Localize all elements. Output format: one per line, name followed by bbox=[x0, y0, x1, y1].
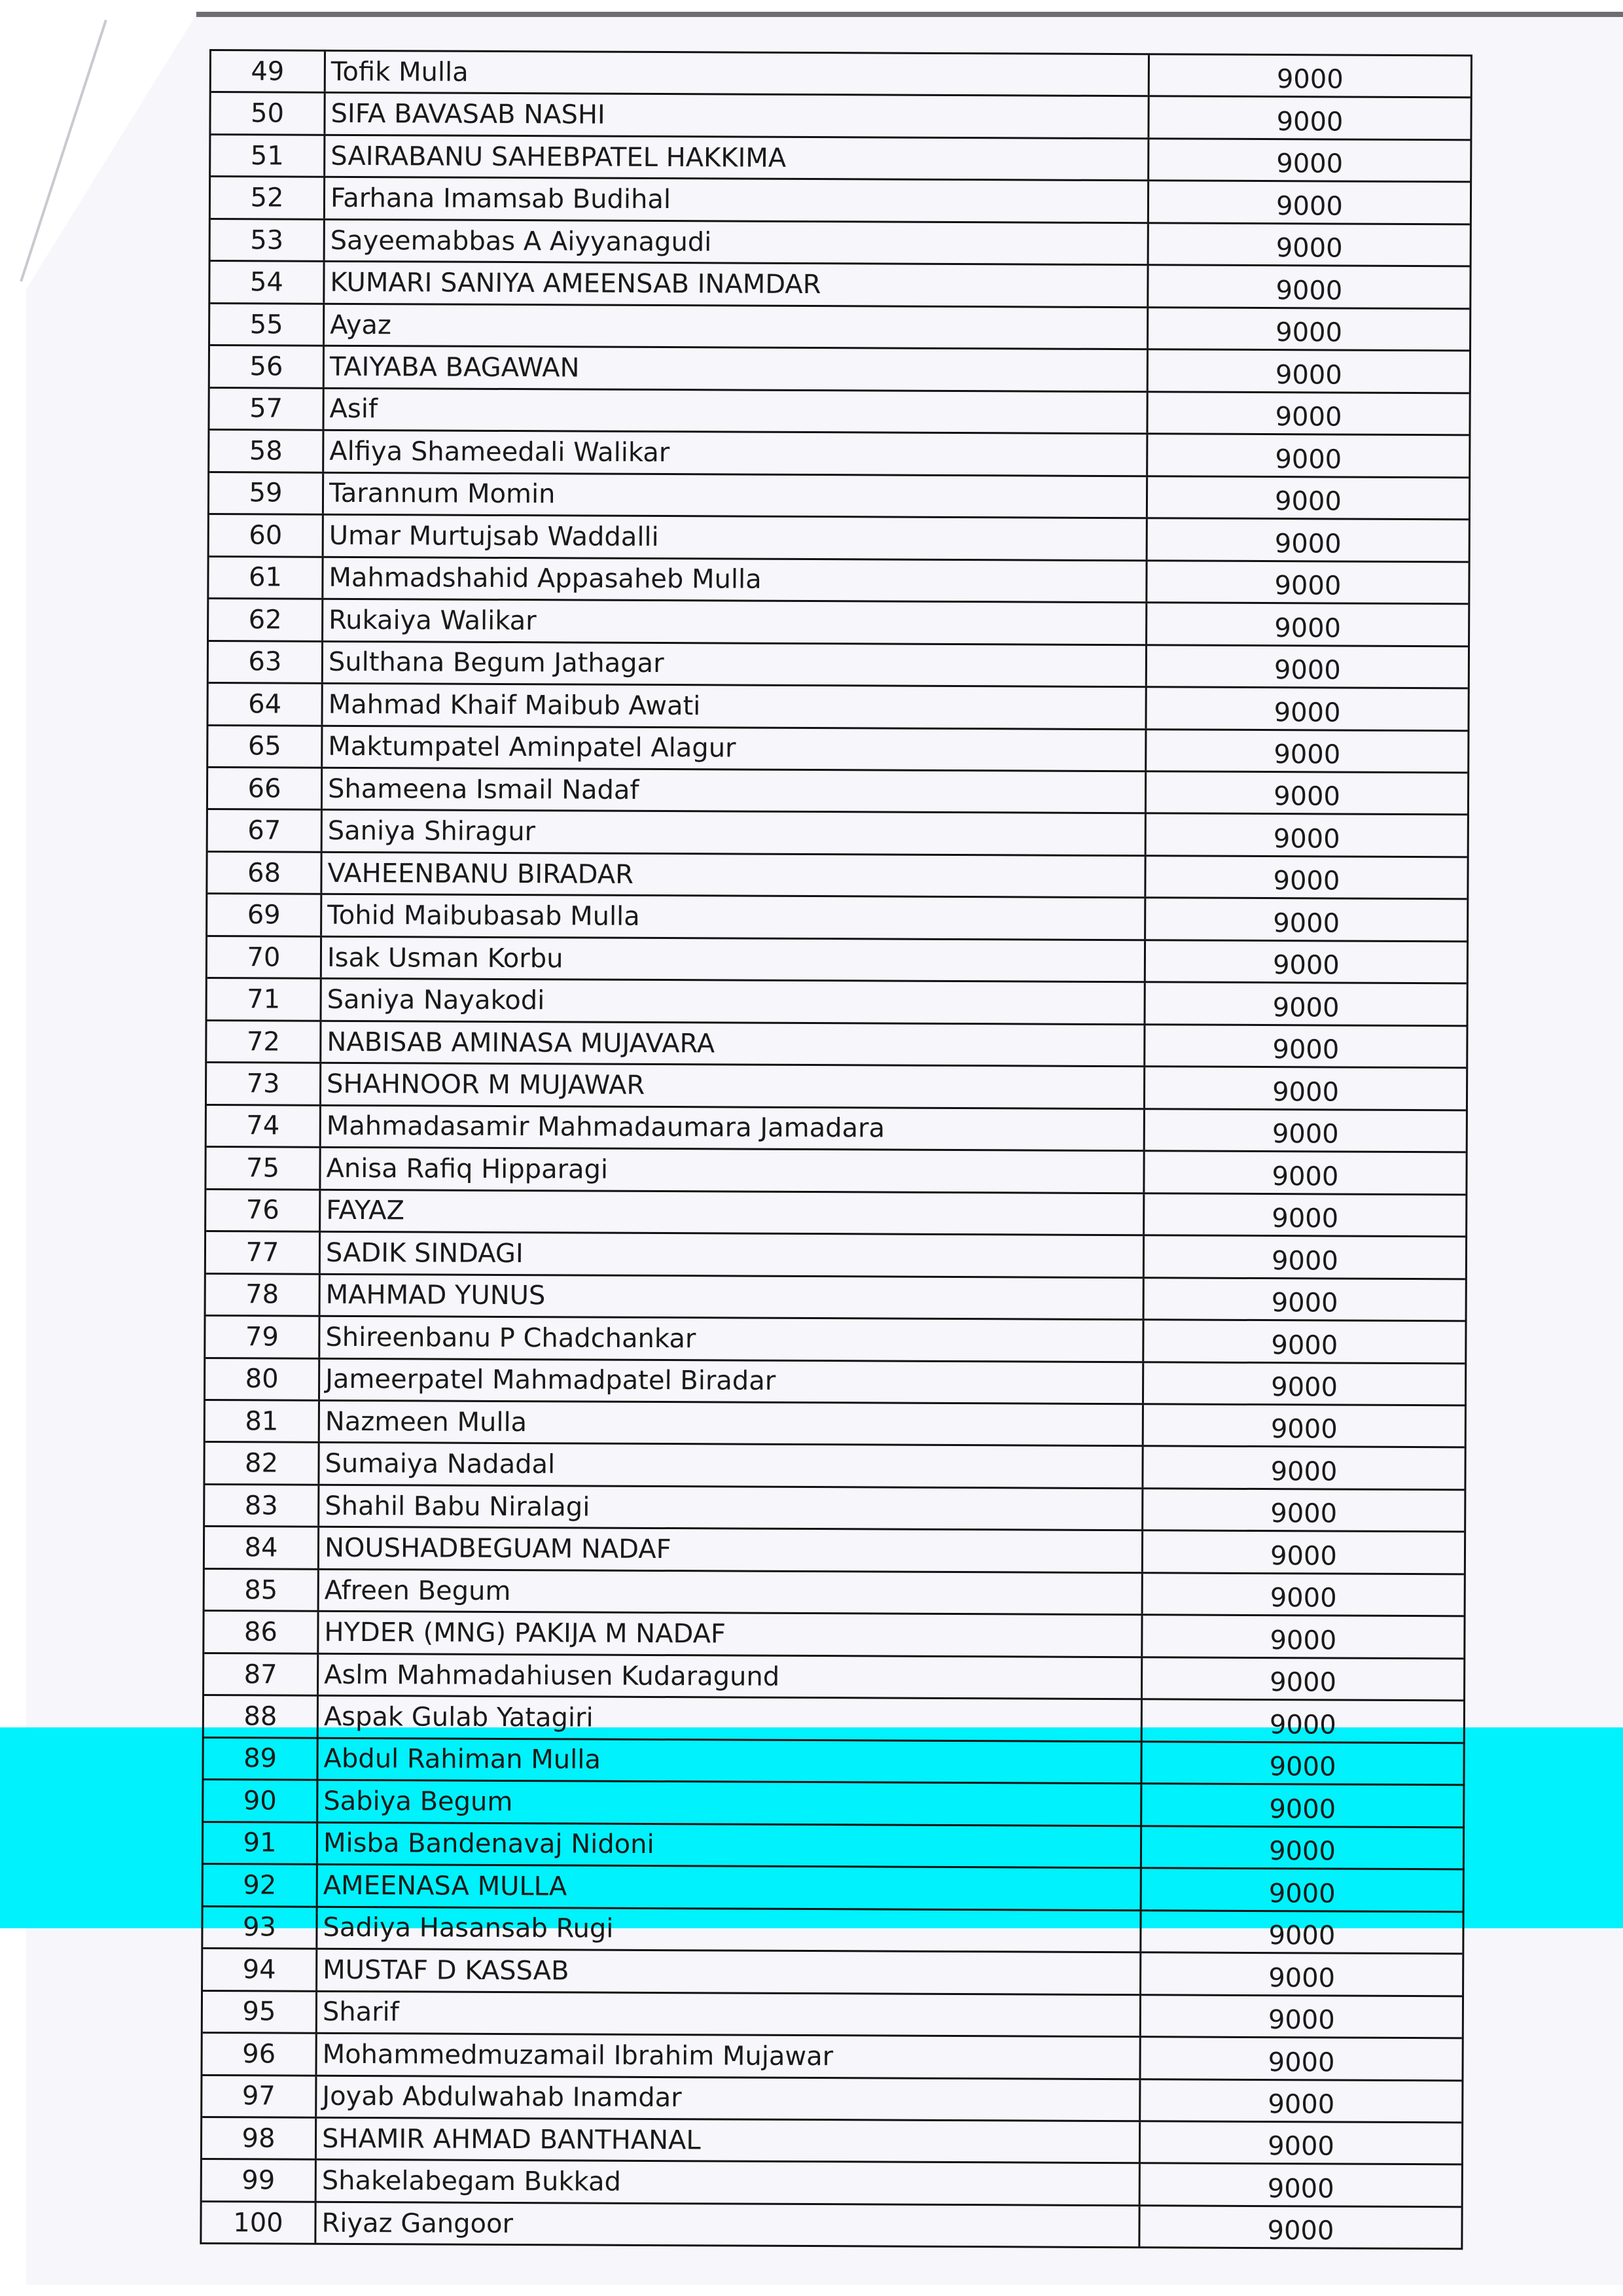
amount-cell: 9000 bbox=[1271, 1288, 1338, 1318]
serial-number-cell: 67 bbox=[208, 810, 323, 851]
serial-number-cell: 94 bbox=[203, 1949, 317, 1990]
name-cell: KUMARI SANIYA AMEENSAB INAMDAR bbox=[325, 262, 1149, 306]
table-row bbox=[205, 1570, 1464, 1617]
amount-cell: 9000 bbox=[1269, 1793, 1336, 1825]
serial-number-cell: 54 bbox=[210, 262, 325, 302]
name-cell: Isak Usman Korbu bbox=[322, 938, 1146, 981]
amount-cell: 9000 bbox=[1276, 149, 1344, 179]
name-cell: Sayeemabbas A Aiyyanagudi bbox=[325, 221, 1149, 264]
table-row bbox=[204, 1739, 1463, 1786]
table-row bbox=[206, 1232, 1465, 1280]
name-cell: Sharif bbox=[317, 1992, 1141, 2036]
table-row bbox=[209, 473, 1469, 521]
name-cell: Tohid Maibubasab Mulla bbox=[322, 895, 1146, 939]
table-row bbox=[205, 1527, 1464, 1575]
serial-number-cell: 64 bbox=[208, 684, 323, 724]
table-row bbox=[210, 346, 1469, 394]
amount-cell: 9000 bbox=[1271, 1372, 1338, 1403]
table-row bbox=[202, 2118, 1461, 2166]
amount-cell: 9000 bbox=[1267, 2173, 1334, 2204]
name-cell: Asif bbox=[324, 389, 1148, 433]
table-row bbox=[206, 1190, 1465, 1238]
table-row bbox=[205, 1443, 1464, 1491]
serial-number-cell: 88 bbox=[204, 1696, 319, 1737]
serial-number-cell: 92 bbox=[204, 1865, 318, 1905]
table-row bbox=[202, 2034, 1461, 2081]
amount-cell: 9000 bbox=[1275, 317, 1343, 348]
name-cell: Shakelabegam Bukkad bbox=[317, 2161, 1141, 2204]
name-cell: Aspak Gulab Yatagiri bbox=[319, 1697, 1143, 1740]
table-row bbox=[202, 2160, 1461, 2208]
amount-cell: 9000 bbox=[1270, 1498, 1338, 1529]
table-row bbox=[203, 1907, 1462, 1955]
name-cell: NABISAB AMINASA MUJAVARA bbox=[321, 1022, 1145, 1066]
amount-cell: 9000 bbox=[1275, 190, 1343, 222]
serial-number-cell: 59 bbox=[209, 473, 324, 514]
serial-number-cell: 61 bbox=[209, 557, 323, 598]
table-row bbox=[206, 1148, 1465, 1195]
amount-cell: 9000 bbox=[1269, 1709, 1336, 1740]
name-cell: Shireenbanu P Chadchankar bbox=[320, 1317, 1144, 1361]
amount-cell: 9000 bbox=[1272, 992, 1340, 1023]
serial-number-cell: 87 bbox=[204, 1654, 319, 1695]
name-cell: Alfiya Shameedali Walikar bbox=[324, 431, 1148, 475]
name-cell: HYDER (MNG) PAKIJA M NADAF bbox=[319, 1612, 1143, 1656]
table-row bbox=[209, 557, 1468, 605]
name-cell: SADIK SINDAGI bbox=[321, 1233, 1145, 1277]
table-row bbox=[208, 684, 1467, 732]
serial-number-cell: 97 bbox=[202, 2075, 317, 2116]
serial-number-cell: 52 bbox=[211, 177, 325, 218]
table-row bbox=[205, 1316, 1465, 1364]
serial-number-cell: 62 bbox=[209, 599, 323, 640]
name-cell: Farhana Imamsab Budihal bbox=[325, 178, 1149, 222]
name-cell: Rukaiya Walikar bbox=[323, 600, 1147, 644]
serial-number-cell: 80 bbox=[205, 1359, 320, 1400]
name-cell: Tofik Mulla bbox=[326, 52, 1150, 96]
serial-number-cell: 72 bbox=[207, 1021, 321, 1062]
amount-cell: 9000 bbox=[1268, 2131, 1335, 2162]
name-cell: SAIRABANU SAHEBPATEL HAKKIMA bbox=[325, 136, 1149, 180]
name-cell: MAHMAD YUNUS bbox=[321, 1275, 1145, 1318]
amount-cell: 9000 bbox=[1270, 1414, 1338, 1445]
table-row bbox=[209, 515, 1469, 563]
table-row bbox=[207, 1063, 1466, 1111]
table-row bbox=[207, 937, 1467, 985]
serial-number-cell: 86 bbox=[204, 1612, 319, 1652]
table-row bbox=[211, 51, 1471, 99]
serial-number-cell: 70 bbox=[207, 937, 322, 978]
amount-cell: 9000 bbox=[1274, 781, 1341, 812]
name-cell: Shameena Ismail Nadaf bbox=[323, 769, 1147, 813]
name-cell: Sulthana Begum Jathagar bbox=[323, 642, 1147, 686]
amount-cell: 9000 bbox=[1271, 1245, 1338, 1277]
name-cell: Abdul Rahiman Mulla bbox=[318, 1739, 1142, 1783]
name-cell: Mohammedmuzamail Ibrahim Mujawar bbox=[317, 2034, 1141, 2078]
table-row bbox=[208, 810, 1467, 858]
serial-number-cell: 81 bbox=[205, 1401, 320, 1441]
serial-number-cell: 85 bbox=[205, 1570, 319, 1610]
table-row bbox=[207, 1021, 1466, 1069]
name-cell: Saniya Shiragur bbox=[323, 811, 1147, 855]
name-cell: TAIYABA BAGAWAN bbox=[325, 347, 1149, 391]
amount-cell: 9000 bbox=[1275, 444, 1342, 475]
table-row bbox=[206, 1275, 1465, 1322]
table-row bbox=[205, 1401, 1465, 1449]
serial-number-cell: 53 bbox=[211, 220, 325, 260]
name-cell: SHAHNOOR M MUJAWAR bbox=[321, 1064, 1145, 1108]
amount-cell: 9000 bbox=[1274, 528, 1342, 559]
table-row bbox=[211, 135, 1470, 183]
amount-cell: 9000 bbox=[1270, 1625, 1337, 1656]
amount-cell: 9000 bbox=[1270, 1583, 1337, 1614]
name-cell: SIFA BAVASAB NASHI bbox=[325, 94, 1149, 137]
name-cell: SHAMIR AHMAD BANTHANAL bbox=[317, 2119, 1141, 2163]
amount-cell: 9000 bbox=[1268, 1962, 1336, 1994]
name-cell: Umar Murtujsab Waddalli bbox=[324, 516, 1148, 559]
name-cell: NOUSHADBEGUAM NADAF bbox=[319, 1528, 1143, 1572]
amount-cell: 9000 bbox=[1272, 1034, 1340, 1065]
amount-cell: 9000 bbox=[1274, 486, 1342, 517]
table-row bbox=[207, 979, 1467, 1027]
table-row bbox=[204, 1696, 1463, 1744]
amount-cell: 9000 bbox=[1267, 2216, 1334, 2246]
table-row bbox=[204, 1780, 1463, 1828]
name-cell: Sabiya Begum bbox=[318, 1781, 1142, 1825]
table-row bbox=[209, 599, 1468, 647]
amount-cell: 9000 bbox=[1268, 2005, 1335, 2036]
serial-number-cell: 76 bbox=[206, 1190, 321, 1231]
amount-cell: 9000 bbox=[1274, 571, 1342, 601]
name-cell: Misba Bandenavaj Nidoni bbox=[318, 1823, 1142, 1867]
serial-number-cell: 56 bbox=[210, 346, 325, 387]
table-row bbox=[203, 1949, 1462, 1997]
table-row bbox=[211, 177, 1470, 225]
serial-number-cell: 57 bbox=[209, 389, 324, 429]
amount-cell: 9000 bbox=[1274, 612, 1342, 644]
amount-cell: 9000 bbox=[1272, 1076, 1340, 1108]
table-row bbox=[207, 853, 1467, 900]
name-cell: Mahmadasamir Mahmadaumara Jamadara bbox=[321, 1106, 1145, 1150]
serial-number-cell: 96 bbox=[202, 2034, 317, 2074]
amount-cell: 9000 bbox=[1272, 1203, 1339, 1234]
serial-number-cell: 55 bbox=[210, 304, 325, 345]
serial-number-cell: 51 bbox=[211, 135, 325, 176]
serial-number-cell: 75 bbox=[206, 1148, 321, 1188]
amount-cell: 9000 bbox=[1274, 655, 1341, 686]
table-row bbox=[204, 1654, 1463, 1702]
amount-cell: 9000 bbox=[1273, 866, 1340, 896]
amount-cell: 9000 bbox=[1270, 1457, 1338, 1487]
amount-cell: 9000 bbox=[1268, 2089, 1335, 2120]
amount-cell: 9000 bbox=[1273, 824, 1340, 855]
name-cell: Nazmeen Mulla bbox=[320, 1402, 1144, 1445]
table-row bbox=[207, 1106, 1466, 1154]
amount-cell: 9000 bbox=[1274, 739, 1341, 770]
serial-number-cell: 71 bbox=[207, 979, 322, 1019]
name-cell: Saniya Nayakodi bbox=[322, 980, 1146, 1023]
serial-number-cell: 58 bbox=[209, 431, 324, 471]
serial-number-cell: 90 bbox=[204, 1780, 318, 1821]
name-cell: Aslm Mahmadahiusen Kudaragund bbox=[319, 1655, 1143, 1699]
name-cell: MUSTAF D KASSAB bbox=[317, 1950, 1141, 1994]
amount-cell: 9000 bbox=[1272, 950, 1340, 981]
serial-number-cell: 89 bbox=[204, 1739, 318, 1779]
name-cell: Afreen Begum bbox=[319, 1570, 1143, 1614]
serial-number-cell: 77 bbox=[206, 1232, 321, 1273]
amount-cell: 9000 bbox=[1268, 1836, 1336, 1867]
name-cell: FAYAZ bbox=[321, 1190, 1145, 1234]
serial-number-cell: 91 bbox=[204, 1823, 318, 1863]
serial-number-cell: 68 bbox=[207, 853, 322, 893]
serial-number-cell: 66 bbox=[208, 768, 323, 809]
name-cell: Ayaz bbox=[325, 305, 1149, 349]
serial-number-cell: 82 bbox=[205, 1443, 319, 1483]
serial-number-cell: 93 bbox=[203, 1907, 317, 1948]
amount-cell: 9000 bbox=[1273, 908, 1340, 939]
amount-cell: 9000 bbox=[1272, 1119, 1339, 1150]
serial-number-cell: 99 bbox=[202, 2160, 317, 2200]
name-cell: Riyaz Gangoor bbox=[316, 2203, 1140, 2247]
amount-cell: 9000 bbox=[1268, 1920, 1336, 1951]
amount-cell: 9000 bbox=[1272, 1161, 1339, 1192]
serial-number-cell: 100 bbox=[202, 2202, 316, 2243]
name-cell: Jameerpatel Mahmadpatel Biradar bbox=[320, 1359, 1144, 1403]
table-row bbox=[202, 2075, 1461, 2123]
table-row bbox=[209, 642, 1468, 690]
serial-number-cell: 73 bbox=[207, 1063, 321, 1104]
name-cell: Maktumpatel Aminpatel Alagur bbox=[323, 726, 1147, 770]
table-row bbox=[210, 262, 1469, 309]
beneficiary-table bbox=[200, 49, 1472, 2250]
serial-number-cell: 65 bbox=[208, 726, 323, 767]
amount-cell: 9000 bbox=[1275, 359, 1342, 391]
amount-cell: 9000 bbox=[1268, 1878, 1336, 1909]
serial-number-cell: 69 bbox=[207, 894, 322, 935]
serial-number-cell: 78 bbox=[206, 1275, 321, 1315]
serial-number-cell: 60 bbox=[209, 515, 324, 556]
table-row bbox=[211, 93, 1470, 141]
table-row bbox=[205, 1485, 1464, 1533]
scanner-top-edge bbox=[196, 12, 1623, 17]
serial-number-cell: 49 bbox=[211, 51, 326, 92]
name-cell: AMEENASA MULLA bbox=[318, 1865, 1142, 1909]
amount-cell: 9000 bbox=[1270, 1667, 1337, 1698]
serial-number-cell: 74 bbox=[207, 1106, 321, 1146]
table-row bbox=[202, 2202, 1461, 2248]
table-row bbox=[208, 768, 1467, 816]
table-row bbox=[211, 220, 1470, 268]
amount-cell: 9000 bbox=[1276, 64, 1344, 96]
name-cell: Sumaiya Nadadal bbox=[319, 1443, 1143, 1487]
table-row bbox=[203, 1992, 1462, 2040]
amount-cell: 9000 bbox=[1270, 1540, 1337, 1572]
serial-number-cell: 98 bbox=[202, 2118, 317, 2159]
amount-cell: 9000 bbox=[1275, 402, 1342, 433]
table-row bbox=[210, 304, 1469, 352]
name-cell: Tarannum Momin bbox=[324, 473, 1148, 517]
amount-cell: 9000 bbox=[1274, 697, 1341, 728]
name-cell: VAHEENBANU BIRADAR bbox=[322, 853, 1146, 897]
name-cell: Mahmad Khaif Maibub Awati bbox=[323, 684, 1147, 728]
table-row bbox=[209, 431, 1469, 478]
serial-number-cell: 63 bbox=[209, 642, 323, 682]
amount-cell: 9000 bbox=[1275, 275, 1343, 306]
table-row bbox=[205, 1359, 1465, 1407]
serial-number-cell: 79 bbox=[205, 1316, 320, 1357]
serial-number-cell: 84 bbox=[205, 1527, 319, 1568]
name-cell: Shahil Babu Niralagi bbox=[319, 1486, 1143, 1530]
name-cell: Sadiya Hasansab Rugi bbox=[317, 1907, 1141, 1951]
serial-number-cell: 83 bbox=[205, 1485, 319, 1526]
table-row bbox=[208, 726, 1467, 774]
name-cell: Anisa Rafiq Hipparagi bbox=[321, 1148, 1145, 1192]
name-cell: Mahmadshahid Appasaheb Mulla bbox=[323, 557, 1147, 601]
amount-cell: 9000 bbox=[1271, 1330, 1338, 1361]
serial-number-cell: 50 bbox=[211, 93, 325, 133]
amount-cell: 9000 bbox=[1268, 2047, 1335, 2078]
table-row bbox=[204, 1823, 1463, 1871]
amount-cell: 9000 bbox=[1276, 107, 1344, 137]
table-row bbox=[204, 1612, 1463, 1659]
table-row bbox=[209, 389, 1469, 436]
table-row bbox=[207, 894, 1467, 942]
name-cell: Joyab Abdulwahab Inamdar bbox=[317, 2076, 1141, 2120]
amount-cell: 9000 bbox=[1275, 233, 1343, 264]
amount-cell: 9000 bbox=[1269, 1752, 1336, 1782]
table-row bbox=[204, 1865, 1463, 1913]
serial-number-cell: 95 bbox=[203, 1992, 317, 2032]
